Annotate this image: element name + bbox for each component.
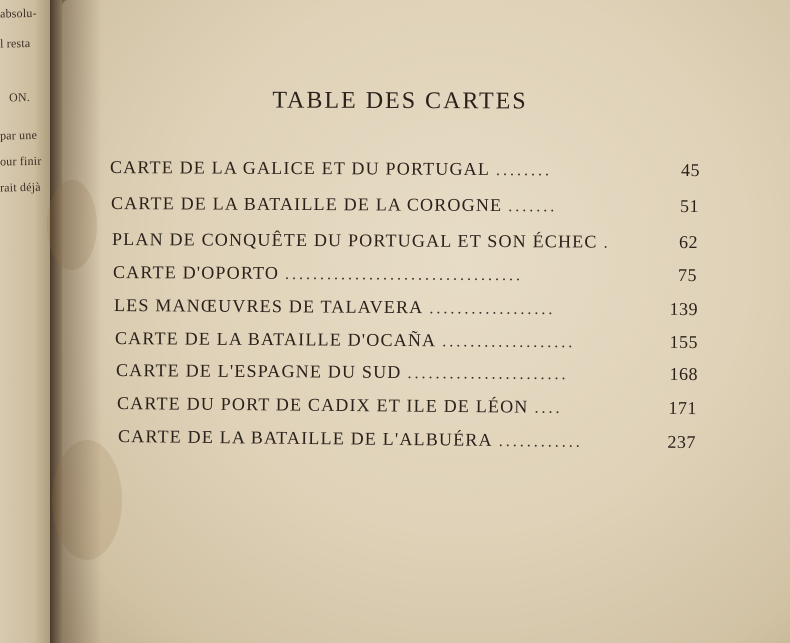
toc-page-number: 45 [680,159,701,181]
toc-page-number: 75 [677,264,698,286]
toc-page-number: 168 [669,363,699,385]
left-page-line: absolu- [0,5,37,21]
toc-entry [112,229,698,253]
page-title: TABLE DES CARTES [272,87,528,115]
left-page-line: our finir [0,153,42,169]
toc-entry-label: CARTE DE LA GALICE ET DU PORTUGAL [109,157,491,179]
toc-page-number: 155 [669,331,699,353]
toc-page-number: 51 [679,195,700,217]
toc-entry-label: LES MANŒUVRES DE TALAVERA [113,295,424,318]
toc-leader-dots: .................................. [285,265,524,285]
toc-page-number: 237 [667,431,697,453]
toc-entry-label: CARTE D'OPORTO [112,262,280,283]
toc-leader-dots: ................... [442,333,576,352]
toc-leader-dots: ............ [498,432,583,451]
toc-entry [113,262,697,286]
toc-entry-label: CARTE DU PORT DE CADIX ET ILE DE LÉON [116,393,529,417]
toc-page-number: 171 [668,397,698,419]
toc-leader-dots: ....................... [407,365,569,384]
toc-entry [111,193,699,217]
toc-leader-dots: .................. [429,300,556,319]
toc-entry [114,295,698,320]
left-page-line: par une [0,127,38,143]
toc-leader-dots: ........ [496,162,553,180]
toc-entry-label: PLAN DE CONQUÊTE DU PORTUGAL ET SON ÉCHEC [111,229,598,252]
toc-entry [118,426,696,453]
toc-entry [117,393,697,419]
toc-entry [116,360,698,385]
toc-leader-dots: .... [534,399,563,417]
toc-leader-dots: . [603,234,611,252]
toc-entry-label: CARTE DE LA BATAILLE DE L'ALBUÉRA [117,426,493,450]
toc-page-number: 139 [669,298,699,320]
left-page-line: l resta [0,35,31,51]
toc-entry-label: CARTE DE LA BATAILLE DE LA COROGNE [110,193,503,216]
toc-entry-label: CARTE DE L'ESPAGNE DU SUD [115,360,402,382]
toc-leader-dots: ....... [508,198,558,216]
left-page-line: rait déjà [0,179,41,195]
toc-entry [115,328,698,353]
toc-entry [110,157,700,181]
left-page-line: ON. [8,90,31,105]
toc-page-number: 62 [678,231,699,253]
toc-entry-label: CARTE DE LA BATAILLE D'OCAÑA [114,328,437,351]
